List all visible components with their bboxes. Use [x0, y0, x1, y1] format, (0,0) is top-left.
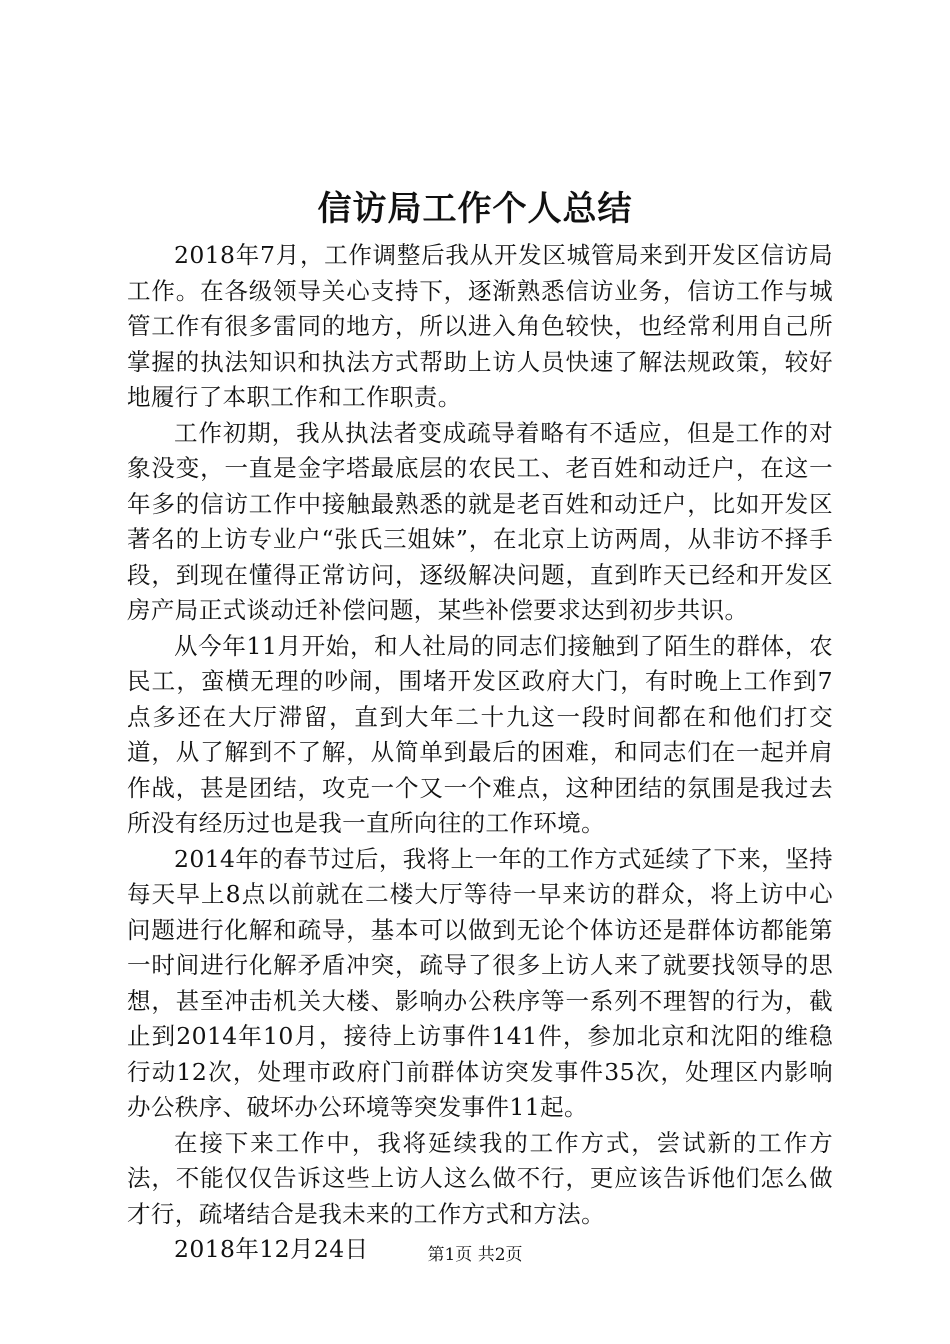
- page-number-footer: 第1页 共2页: [427, 1245, 523, 1265]
- paragraph: 2014年的春节过后，我将上一年的工作方式延续了下来，坚持每天早上8点以前就在二楼大厅等待一早来访的群众，将上访中心问题进行化解和疏导，基本可以做到无论个体访还是群体访都能第一时间进行化解矛盾冲突，疏导了很多上访人来了就要找领导的思想，甚至冲击机关大楼、影响办公秩序等一系列不理智的行为，截止到2014年10月，接待上访事件141件，参加北京和沈阳的维稳行动12次，处理市政府门前群体访突发事件35次，处理区内影响办公秩序、破坏办公环境等突发事件11起。: [127, 844, 833, 1121]
- document-body: [127, 238, 833, 1268]
- paragraph: 在接下来工作中，我将延续我的工作方式，尝试新的工作方法，不能仅仅告诉这些上访人这么做不行，更应该告诉他们怎么做才行，疏堵结合是我未来的工作方式和方法。: [127, 1128, 833, 1228]
- paragraph: 工作初期，我从执法者变成疏导着略有不适应，但是工作的对象没变，一直是金字塔最底层的农民工、老百姓和动迁户，在这一年多的信访工作中接触最熟悉的就是老百姓和动迁户，比如开发区著名的上访专业户“张氏三姐妹”，在北京上访两周，从非访不择手段，到现在懂得正常访问，逐级解决问题，直到昨天已经和开发区房产局正式谈动迁补偿问题，某些补偿要求达到初步共识。: [127, 418, 833, 624]
- document-title: 信访局工作个人总结: [317, 189, 633, 229]
- document-date: 2018年12月24日: [174, 1235, 369, 1263]
- paragraph: 2018年7月，工作调整后我从开发区城管局来到开发区信访局工作。在各级领导关心支持下，逐渐熟悉信访业务，信访工作与城管工作有很多雷同的地方，所以进入角色较快，也经常利用自己所掌握的执法知识和执法方式帮助上访人员快速了解法规政策，较好地履行了本职工作和工作职责。: [127, 241, 833, 411]
- paragraph: 从今年11月开始，和人社局的同志们接触到了陌生的群体，农民工，蛮横无理的吵闹，围堵开发区政府大门，有时晚上工作到7点多还在大厅滞留，直到大年二十九这一段时间都在和他们打交道，从了解到不了解，从简单到最后的困难，和同志们在一起并肩作战，甚是团结，攻克一个又一个难点，这种团结的氛围是我过去所没有经历过也是我一直所向往的工作环境。: [127, 631, 833, 837]
